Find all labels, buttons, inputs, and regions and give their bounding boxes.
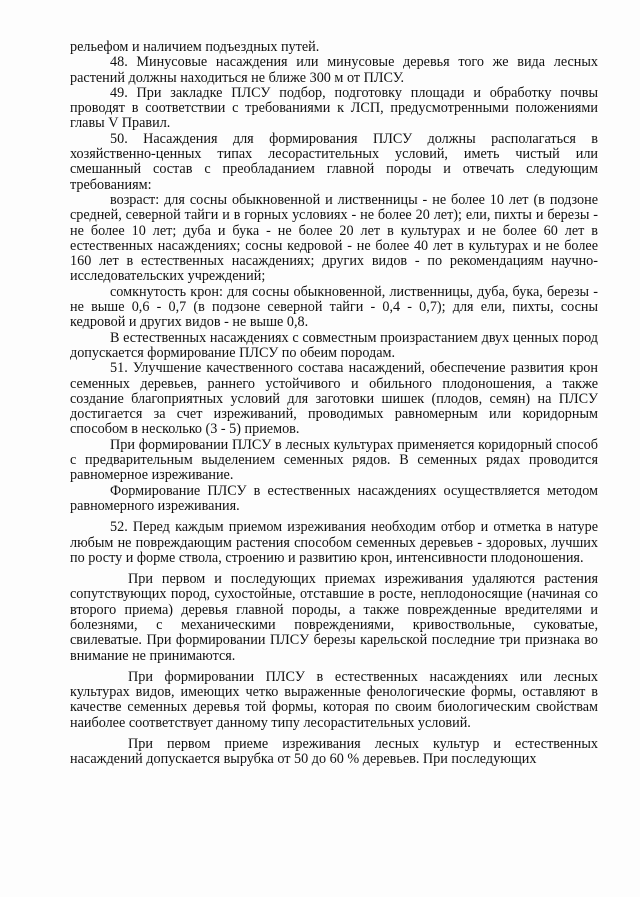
paragraph-two-species: В естественных насаждениях с совместным произрастанием двух ценных пород допускается формирование ПЛСУ по обеим породам. bbox=[70, 329, 598, 361]
paragraph-corridor-method: При формировании ПЛСУ в лесных культурах применяется коридорный способ с предварительным выделением семенных рядов. В семенных рядах проводится равномерное изреживание. bbox=[70, 436, 598, 484]
paragraph-crown-density: сомкнутость крон: для сосны обыкновенной, лиственницы, дуба, бука, березы - не выше 0,6 - 0,7 (в подзоне северной тайги - 0,4 - 0,7); для ели, пихты, сосны кедровой и других видов - не выше 0,8. bbox=[70, 283, 598, 331]
paragraph-52: 52. Перед каждым приемом изреживания необходим отбор и отметка в натуре любым не повреждающим растения способом семенных деревьев - здоровых, лучших по росту и форме ствола, строению и развитию крон, интенсивности плодоношения. bbox=[70, 519, 598, 566]
paragraph-first-thinning: При первом приеме изреживания лесных культур и естественных насаждений допускается вырубка от 50 до 60 % деревьев. При последующих bbox=[70, 736, 598, 768]
paragraph-51: 51. Улучшение качественного состава насаждений, обеспечение развития крон семенных деревьев, раннего устойчивого и обильного плодоношения, а также создание благоприятных условий для заготовки шишек (плодов, семян) на ПЛСУ достигается за счет изреживаний, проводимых равномерным или коридорным способом в несколько (3 - 5) приемов. bbox=[70, 360, 598, 438]
paragraph-48: 48. Минусовые насаждения или минусовые деревья того же вида лесных растений должны находиться не ближе 300 м от ПЛСУ. bbox=[70, 54, 598, 86]
document-body bbox=[70, 40, 598, 768]
paragraph-uniform-method: Формирование ПЛСУ в естественных насаждениях осуществляется методом равномерного изреживания. bbox=[70, 482, 598, 514]
paragraph-50: 50. Насаждения для формирования ПЛСУ должны располагаться в хозяйственно-ценных типах лесорастительных условий, иметь чистый или смешанный состав с преобладанием главной породы и отвечать следующим требованиям: bbox=[70, 130, 598, 193]
paragraph-removal: При первом и последующих приемах изреживания удаляются растения сопутствующих пород, сухостойные, отставшие в росте, неплодоносящие (начиная со второго приема) деревья главной породы, а также поврежденные вредителями и болезнями, с механическими повреждениями, кривоствольные, суковатые, свилеватые. При формировании ПЛСУ березы карельской последние три признака во внимание не принимаются. bbox=[70, 571, 598, 664]
paragraph-phenological-forms: При формировании ПЛСУ в естественных насаждениях или лесных культурах видов, имеющих четко выраженные фенологические формы, оставляют в качестве семенных деревья той формы, которая по своим биологическим свойствам наиболее соответствует данному типу лесорастительных условий. bbox=[70, 668, 598, 731]
paragraph-age-requirements: возраст: для сосны обыкновенной и лиственницы - не более 10 лет (в подзоне средней, северной тайги и в горных условиях - не более 20 лет); ели, пихты и березы - не более 10 лет; дуба и бука - не более 20 лет в культурах и не более 60 лет в естественных насаждениях; сосны кедровой - не более 40 лет в культурах и не более 160 лет в естественных насаждениях; других видов - по рекомендациям научно-исследовательских учреждений; bbox=[70, 191, 598, 285]
paragraph-continuation: рельефом и наличием подъездных путей. bbox=[70, 39, 320, 55]
paragraph-49: 49. При закладке ПЛСУ подбор, подготовку площади и обработку почвы проводят в соответствии с требованиями к ЛСП, предусмотренными положениями главы V Правил. bbox=[70, 84, 598, 132]
